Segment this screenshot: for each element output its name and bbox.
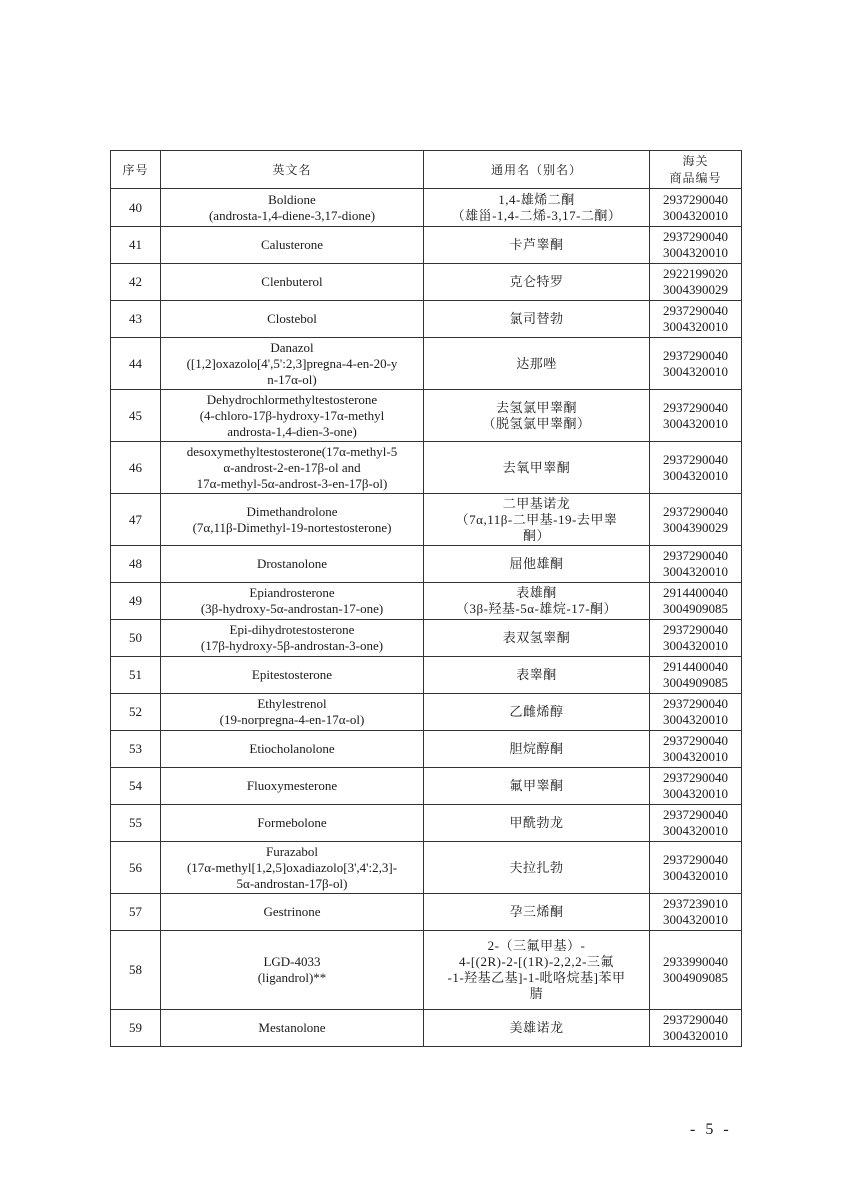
table-row — [111, 657, 742, 694]
row-english-name: Formebolone — [161, 805, 424, 842]
row-generic-name: 甲酰勃龙 — [424, 805, 650, 842]
row-generic-name: 氯司替勃 — [424, 301, 650, 338]
row-seq: 40 — [111, 189, 161, 227]
table-row — [111, 227, 742, 264]
row-generic-name: 屈他雄酮 — [424, 546, 650, 583]
row-generic-name: 2-（三氟甲基）- 4-[(2R)-2-[(1R)-2,2,2-三氟 -1-羟基乙基]-1-吡咯烷基]苯甲 腈 — [424, 931, 650, 1010]
table-row — [111, 442, 742, 494]
row-seq: 57 — [111, 894, 161, 931]
table-row — [111, 264, 742, 301]
row-english-name: Mestanolone — [161, 1010, 424, 1047]
table-row — [111, 805, 742, 842]
table-row — [111, 546, 742, 583]
row-seq: 46 — [111, 442, 161, 494]
row-generic-name: 孕三烯酮 — [424, 894, 650, 931]
row-generic-name: 达那唑 — [424, 338, 650, 390]
row-seq: 49 — [111, 583, 161, 620]
header-seq: 序号 — [111, 151, 161, 189]
row-hs-code: 2937290040 3004320010 — [650, 338, 742, 390]
table-row — [111, 1010, 742, 1047]
table-row — [111, 842, 742, 894]
header-generic-name: 通用名（别名） — [424, 151, 650, 189]
row-hs-code: 2937239010 3004320010 — [650, 894, 742, 931]
row-generic-name: 克仑特罗 — [424, 264, 650, 301]
row-seq: 42 — [111, 264, 161, 301]
row-hs-code: 2937290040 3004320010 — [650, 227, 742, 264]
table-row — [111, 894, 742, 931]
row-english-name: Danazol ([1,2]oxazolo[4',5':2,3]pregna-4-en-20-y n-17α-ol) — [161, 338, 424, 390]
row-hs-code: 2937290040 3004320010 — [650, 442, 742, 494]
row-hs-code: 2937290040 3004320010 — [650, 768, 742, 805]
row-generic-name: 夫拉扎勃 — [424, 842, 650, 894]
row-hs-code: 2937290040 3004320010 — [650, 390, 742, 442]
row-seq: 56 — [111, 842, 161, 894]
row-hs-code: 2937290040 3004320010 — [650, 546, 742, 583]
page-number: - 5 - — [690, 1121, 732, 1138]
row-seq: 52 — [111, 694, 161, 731]
table-row — [111, 768, 742, 805]
row-hs-code: 2914400040 3004909085 — [650, 583, 742, 620]
substance-table — [110, 150, 742, 1047]
row-generic-name: 表双氢睾酮 — [424, 620, 650, 657]
table-body — [111, 189, 742, 1047]
row-seq: 41 — [111, 227, 161, 264]
row-seq: 43 — [111, 301, 161, 338]
row-seq: 53 — [111, 731, 161, 768]
row-seq: 59 — [111, 1010, 161, 1047]
row-english-name: Calusterone — [161, 227, 424, 264]
row-generic-name: 美雄诺龙 — [424, 1010, 650, 1047]
row-generic-name: 去氢氯甲睾酮 （脱氢氯甲睾酮） — [424, 390, 650, 442]
table-row — [111, 583, 742, 620]
row-generic-name: 表雄酮 （3β-羟基-5α-雄烷-17-酮） — [424, 583, 650, 620]
row-english-name: Dimethandrolone (7α,11β-Dimethyl-19-nortestosterone) — [161, 494, 424, 546]
row-generic-name: 表睾酮 — [424, 657, 650, 694]
row-english-name: Dehydrochlormethyltestosterone (4-chloro-17β-hydroxy-17α-methyl androsta-1,4-dien-3-one) — [161, 390, 424, 442]
table-row — [111, 189, 742, 227]
row-seq: 47 — [111, 494, 161, 546]
row-english-name: LGD-4033 (ligandrol)** — [161, 931, 424, 1010]
row-seq: 58 — [111, 931, 161, 1010]
row-english-name: Ethylestrenol (19-norpregna-4-en-17α-ol) — [161, 694, 424, 731]
row-english-name: Etiocholanolone — [161, 731, 424, 768]
row-hs-code: 2937290040 3004320010 — [650, 301, 742, 338]
row-english-name: desoxymethyltestosterone(17α-methyl-5 α-androst-2-en-17β-ol and 17α-methyl-5α-androst-3-en-17β-ol) — [161, 442, 424, 494]
table-row — [111, 390, 742, 442]
table-row — [111, 731, 742, 768]
row-english-name: Epitestosterone — [161, 657, 424, 694]
header-hs-code: 海关 商品编号 — [650, 151, 742, 189]
row-hs-code: 2937290040 3004320010 — [650, 189, 742, 227]
row-generic-name: 二甲基诺龙 （7α,11β-二甲基-19-去甲睾 酮） — [424, 494, 650, 546]
row-english-name: Gestrinone — [161, 894, 424, 931]
row-generic-name: 去氧甲睾酮 — [424, 442, 650, 494]
row-seq: 45 — [111, 390, 161, 442]
table-row — [111, 338, 742, 390]
row-hs-code: 2937290040 3004320010 — [650, 620, 742, 657]
row-hs-code: 2937290040 3004390029 — [650, 494, 742, 546]
row-seq: 51 — [111, 657, 161, 694]
row-hs-code: 2937290040 3004320010 — [650, 842, 742, 894]
row-hs-code: 2937290040 3004320010 — [650, 1010, 742, 1047]
row-generic-name: 胆烷醇酮 — [424, 731, 650, 768]
table-row — [111, 620, 742, 657]
table-header-row — [111, 151, 742, 189]
row-seq: 44 — [111, 338, 161, 390]
row-english-name: Drostanolone — [161, 546, 424, 583]
row-hs-code: 2914400040 3004909085 — [650, 657, 742, 694]
row-hs-code: 2933990040 3004909085 — [650, 931, 742, 1010]
row-english-name: Epi-dihydrotestosterone (17β-hydroxy-5β-androstan-3-one) — [161, 620, 424, 657]
row-seq: 55 — [111, 805, 161, 842]
header-english-name: 英文名 — [161, 151, 424, 189]
row-seq: 54 — [111, 768, 161, 805]
row-generic-name: 乙雌烯醇 — [424, 694, 650, 731]
table-row — [111, 494, 742, 546]
row-generic-name: 氟甲睾酮 — [424, 768, 650, 805]
row-english-name: Fluoxymesterone — [161, 768, 424, 805]
table-row — [111, 931, 742, 1010]
row-english-name: Clostebol — [161, 301, 424, 338]
row-english-name: Furazabol (17α-methyl[1,2,5]oxadiazolo[3',4':2,3]- 5α-androstan-17β-ol) — [161, 842, 424, 894]
row-seq: 50 — [111, 620, 161, 657]
row-generic-name: 1,4-雄烯二酮 （雄甾-1,4-二烯-3,17-二酮） — [424, 189, 650, 227]
table-row — [111, 694, 742, 731]
row-seq: 48 — [111, 546, 161, 583]
row-hs-code: 2937290040 3004320010 — [650, 805, 742, 842]
table-row — [111, 301, 742, 338]
row-english-name: Epiandrosterone (3β-hydroxy-5α-androstan-17-one) — [161, 583, 424, 620]
row-hs-code: 2922199020 3004390029 — [650, 264, 742, 301]
row-hs-code: 2937290040 3004320010 — [650, 694, 742, 731]
row-english-name: Clenbuterol — [161, 264, 424, 301]
row-english-name: Boldione (androsta-1,4-diene-3,17-dione) — [161, 189, 424, 227]
row-hs-code: 2937290040 3004320010 — [650, 731, 742, 768]
row-generic-name: 卡芦睾酮 — [424, 227, 650, 264]
